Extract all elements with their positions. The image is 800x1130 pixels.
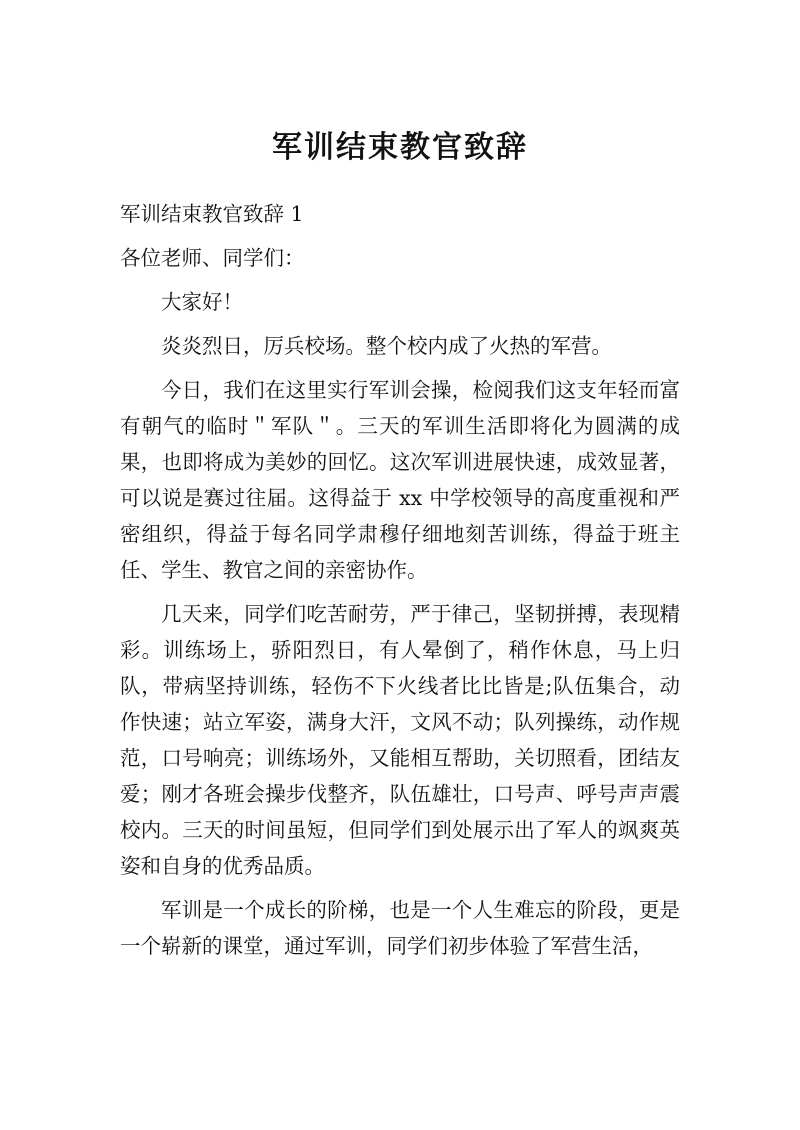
- salutation: 各位老师、同学们：: [120, 246, 305, 270]
- paragraph-4: 军训是一个成长的阶梯，也是一个人生难忘的阶段，更是一个崭新的课堂，通过军训，同学们初步体验了军营生活，: [120, 898, 680, 958]
- document-subtitle: 军训结束教官致辞 1: [120, 202, 304, 226]
- document-body: [120, 196, 680, 964]
- document-title: 军训结束教官致辞: [272, 130, 528, 165]
- paragraph-3: 几天来，同学们吃苦耐劳，严于律己，坚韧拼搏，表现精彩。训练场上，骄阳烈日，有人晕倒了，稍作休息，马上归队，带病坚持训练，轻伤不下火线者比比皆是;队伍集合，动作快速；站立军姿，满身大汗，文风不动；队列操练，动作规范，口号响亮；训练场外，又能相互帮助，关切照看，团结友爱；刚才各班会操步伐整齐，队伍雄壮，口号声、呼号声声震校内。三天的时间虽短，但同学们到处展示出了军人的飒爽英姿和自身的优秀品质。: [120, 602, 680, 878]
- paragraph-1: 炎炎烈日，厉兵校场。整个校内成了火热的军营。: [161, 334, 612, 358]
- greeting: 大家好！: [161, 290, 243, 314]
- paragraph-2: 今日，我们在这里实行军训会操，检阅我们这支年轻而富有朝气的临时＂军队＂。三天的军训生活即将化为圆满的成果，也即将成为美妙的回忆。这次军训进展快速，成效显著，可以说是赛过往届。这得益于 xx 中学校领导的高度重视和严密组织，得益于每名同学肃穆仔细地刻苦训练，得益于班主任、学生、教官之间的亲密协作。: [120, 378, 680, 582]
